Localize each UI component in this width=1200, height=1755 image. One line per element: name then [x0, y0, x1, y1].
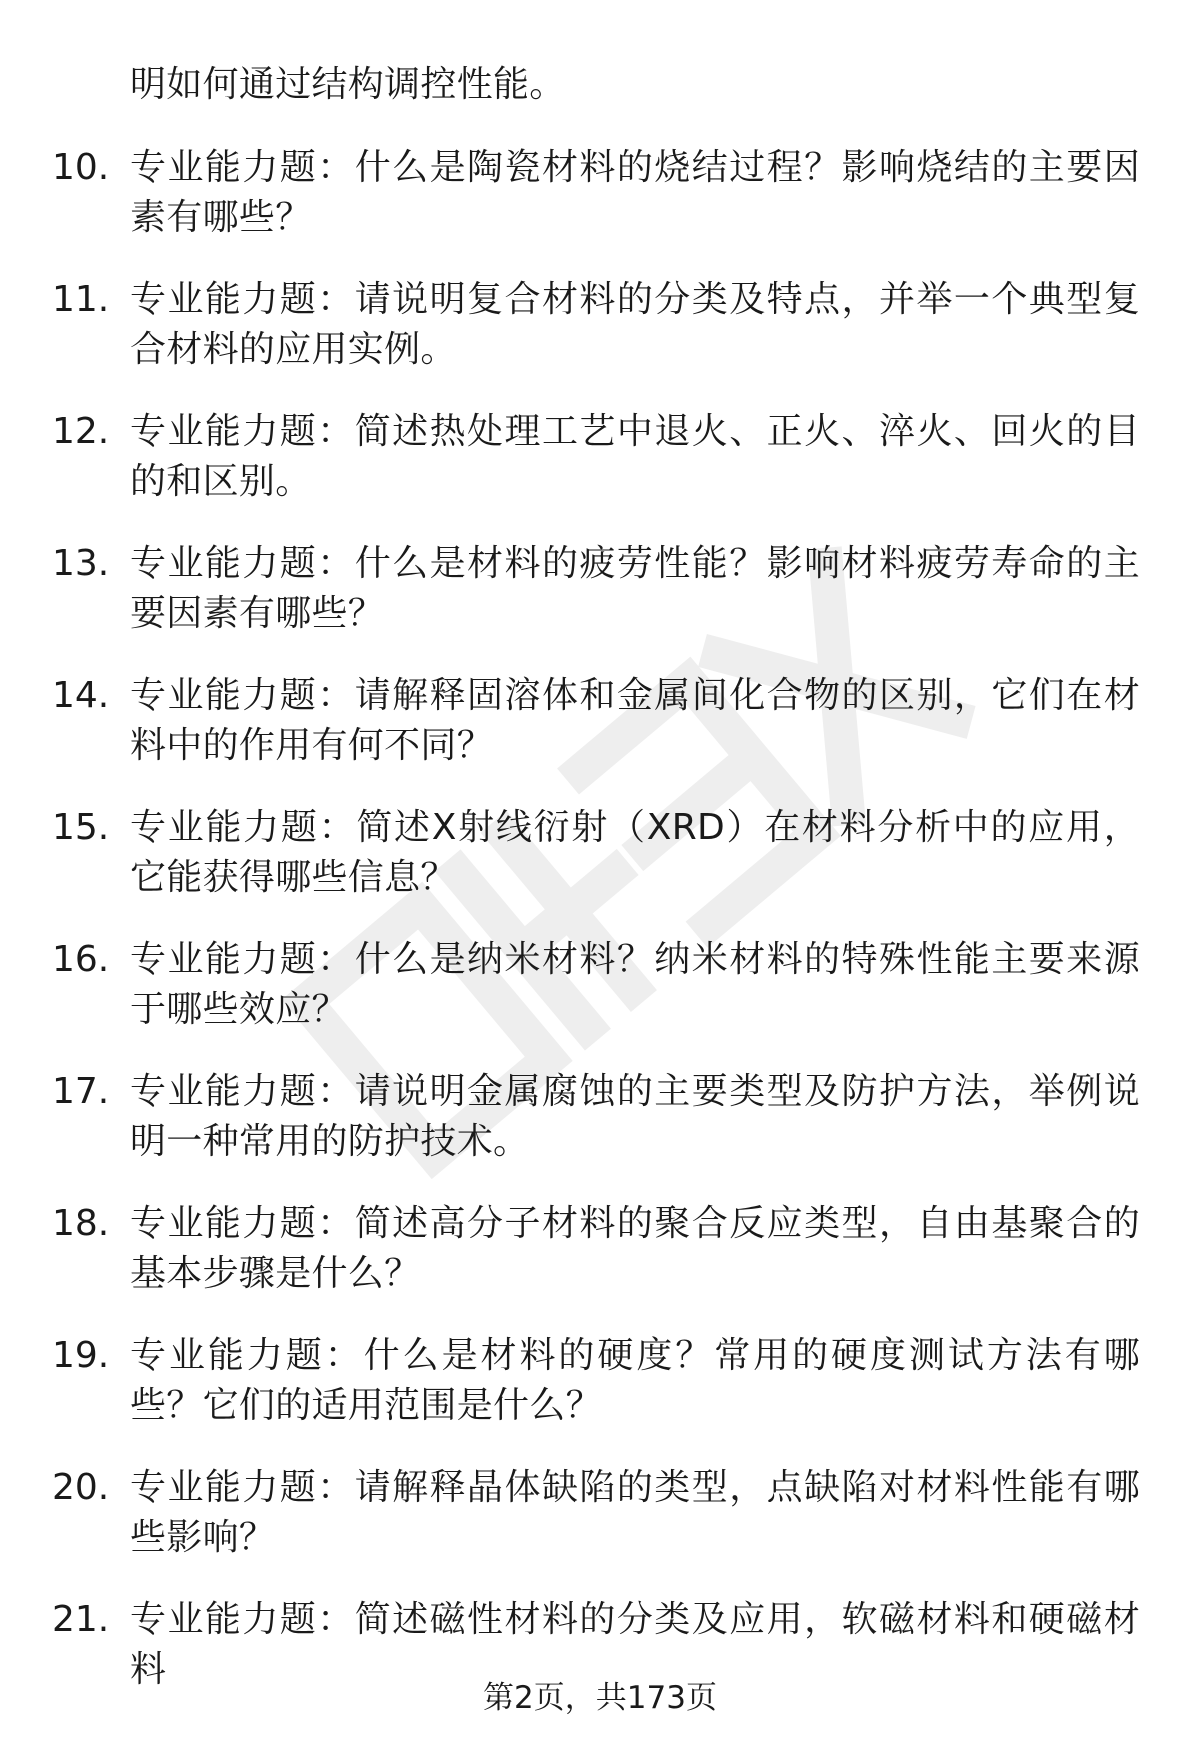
question-item: [0, 935, 1200, 1067]
question-number: 12.: [52, 411, 110, 452]
question-item: [0, 803, 1200, 935]
question-number: 11.: [52, 279, 110, 320]
question-text: 专业能力题：请说明金属腐蚀的主要类型及防护方法，举例说明一种常用的防护技术。: [130, 1071, 1140, 1162]
question-item: [0, 1331, 1200, 1463]
question-item: [0, 275, 1200, 407]
question-text: 专业能力题：请说明复合材料的分类及特点，并举一个典型复合材料的应用实例。: [130, 279, 1140, 370]
question-list: [0, 143, 1200, 1727]
question-item: [0, 1067, 1200, 1199]
question-text: 专业能力题：什么是材料的硬度？常用的硬度测试方法有哪些？它们的适用范围是什么？: [130, 1335, 1140, 1426]
question-item: [0, 407, 1200, 539]
question-item: [0, 539, 1200, 671]
question-text: 专业能力题：请解释固溶体和金属间化合物的区别，它们在材料中的作用有何不同？: [130, 675, 1140, 766]
question-text: 专业能力题：简述热处理工艺中退火、正火、淬火、回火的目的和区别。: [130, 411, 1140, 502]
question-item: [0, 143, 1200, 275]
question-number: 18.: [52, 1203, 110, 1244]
question-number: 17.: [52, 1071, 110, 1112]
question-text: 专业能力题：简述磁性材料的分类及应用，软磁材料和硬磁材料: [130, 1599, 1140, 1690]
question-number: 13.: [52, 543, 110, 584]
continued-question-text: 明如何通过结构调控性能。: [130, 64, 566, 105]
question-text: 专业能力题：请解释晶体缺陷的类型，点缺陷对材料性能有哪些影响？: [130, 1467, 1140, 1558]
question-text: 专业能力题：简述高分子材料的聚合反应类型，自由基聚合的基本步骤是什么？: [130, 1203, 1140, 1294]
question-text: 专业能力题：什么是材料的疲劳性能？影响材料疲劳寿命的主要因素有哪些？: [130, 543, 1140, 634]
question-text: 专业能力题：什么是纳米材料？纳米材料的特殊性能主要来源于哪些效应？: [130, 939, 1140, 1030]
question-number: 19.: [52, 1335, 110, 1376]
question-number: 14.: [52, 675, 110, 716]
question-item: [0, 1463, 1200, 1595]
question-text: 专业能力题：什么是陶瓷材料的烧结过程？影响烧结的主要因素有哪些？: [130, 147, 1140, 238]
question-number: 16.: [52, 939, 110, 980]
question-number: 21.: [52, 1599, 110, 1640]
question-number: 10.: [52, 147, 110, 188]
question-text: 专业能力题：简述X射线衍射（XRD）在材料分析中的应用，它能获得哪些信息？: [130, 807, 1140, 898]
question-item: [0, 1199, 1200, 1331]
question-number: 20.: [52, 1467, 110, 1508]
page-footer: 第2页，共173页: [483, 1680, 717, 1716]
question-number: 15.: [52, 807, 110, 848]
question-item: [0, 671, 1200, 803]
